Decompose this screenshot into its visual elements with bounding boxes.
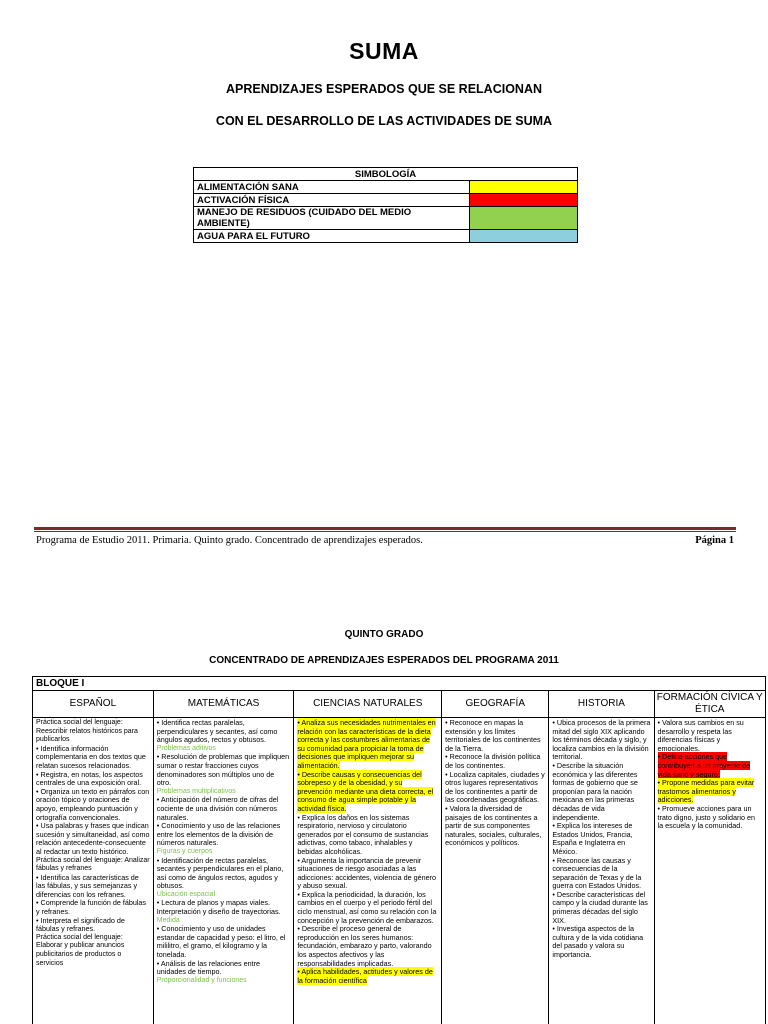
legend-row: [194, 181, 578, 194]
legend-swatch-red: [470, 194, 578, 207]
learning-item: • Ubica procesos de la primera mitad del siglo XIX aplicando los términos década y siglo, y localiza cambios en la división territorial.: [552, 718, 651, 762]
cell-historia: [549, 718, 654, 1024]
page-title: SUMA: [349, 38, 419, 64]
column-header-matematicas: MATEMÁTICAS: [153, 691, 294, 718]
learning-item: • Describe causas y consecuencias del sobrepeso y de la obesidad, y su prevención mediante una dieta correcta, el consumo de agua simple potable y la actividad física.: [297, 769, 434, 813]
legend-table: [193, 167, 578, 243]
learning-item: • Usa palabras y frases que indican sucesión y simultaneidad, así como relación antecedente-consecuente al redactar un texto histórico.: [36, 821, 150, 856]
learning-item: • Identificación de rectas paralelas, secantes y perpendiculares en el plano, así como de ángulos rectos, agudos y obtusos.: [156, 855, 284, 891]
learning-item: • Reconoce las causas y consecuencias de la separación de Texas y de la guerra con Estados Unidos.: [552, 855, 642, 891]
column-header-espanol: ESPAÑOL: [33, 691, 154, 718]
learning-item: • Valora sus cambios en su desarrollo y respeta las diferencias físicas y emocionales.: [657, 718, 744, 753]
legend-swatch-green: [470, 207, 578, 230]
practice-label: Práctica social del lenguaje: Analizar fábulas y refranes: [36, 856, 150, 873]
learning-item: • Lectura de planos y mapas viales. Interpretación y diseño de trayectorias.: [156, 898, 281, 917]
subtopic-label: Ubicación espacial: [156, 890, 216, 898]
learning-item: • Anticipación del número de cifras del cociente de una división con números naturales.: [156, 795, 279, 822]
learning-item: • Describe el proceso general de reproducción en los seres humanos: fecundación, embarazo y parto, valorando los aspectos afectivos y las responsabilidades implicadas.: [297, 924, 432, 968]
column-header-ciencias: CIENCIAS NATURALES: [294, 691, 442, 718]
footer-page-number: Página 1: [695, 535, 734, 546]
cell-civica: [654, 718, 765, 1024]
footer-divider-thin: [34, 531, 736, 532]
aprendizajes-table: [32, 676, 766, 1024]
subtopic-label: Problemas multiplicativos: [156, 787, 236, 795]
learning-item: • Interpreta el significado de fábulas y refranes.: [36, 915, 125, 934]
learning-item: • Conocimiento y uso de unidades estandar de capacidad y peso: el litro, el mililitro, el gramo, el kilogramo y la tonelada.: [156, 924, 286, 960]
subtopic-label: Proporcionalidad y funciones: [156, 976, 247, 984]
legend-label: MANEJO DE RESIDUOS (CUIDADO DEL MEDIO AMBIENTE): [194, 207, 470, 230]
learning-item: • Aplica habilidades, actitudes y valores de la formación científica: [297, 967, 433, 985]
learning-item: • Análisis de las relaciones entre unidades de tiempo.: [156, 958, 260, 977]
learning-item: • Registra, en notas, los aspectos centrales de una exposición oral.: [36, 769, 143, 788]
legend-row: [194, 194, 578, 207]
practice-label: Elaborar y publicar anuncios publicitarios de productos o servicios: [36, 942, 125, 967]
page-subtitle-2: CON EL DESARROLLO DE LAS ACTIVIDADES DE SUMA: [215, 114, 553, 128]
learning-item: • Describe la situación económica y las diferentes formas de gobierno que se proponían para la nación mexicana en las primeras décadas de vida independiente.: [552, 760, 638, 822]
footer-program-text: Programa de Estudio 2011. Primaria. Quinto grado. Concentrado de aprendizajes esperados.: [36, 535, 423, 546]
legend-swatch-blue: [470, 230, 578, 243]
learning-item: • Analiza sus necesidades nutrimentales en relación con las características de la dieta correcta y las costumbres alimentarias de su comunidad para propiciar la toma de decisiones que impliquen mejorar su alimentación.: [297, 718, 436, 770]
learning-item: • Define acciones que contribuyen a un proyecto de vida sano y seguro.: [657, 752, 751, 779]
bloque-label: BLOQUE I: [33, 677, 766, 691]
learning-item: • Explica los intereses de Estados Unidos, Francia, España e Inglaterra en México.: [552, 821, 633, 856]
column-header-civica: FORMACIÓN CÍVICA Y ÉTICA: [654, 691, 765, 718]
learning-item: • Identifica las características de las fábulas, y sus semejanzas y diferencias con los refranes.: [36, 872, 139, 899]
learning-item: • Describe características del campo y la ciudad durante las primeras décadas del siglo XIX.: [552, 889, 648, 925]
practice-label: Práctica social del lenguaje:: [36, 719, 123, 726]
learning-item: • Identifica rectas paralelas, perpendiculares y secantes, así como ángulos agudos, rectos y obtusos.: [156, 718, 278, 745]
cell-matematicas: [153, 718, 294, 1024]
learning-item: • Promueve acciones para un trato digno, justo y solidario en la escuela y la comunidad.: [657, 803, 756, 831]
learning-item: • Comprende la función de fábulas y refranes.: [36, 898, 146, 917]
learning-item: • Explica los daños en los sistemas respiratorio, nervioso y circulatorio generados por el consumo de sustancias adictivas, como tabaco, inhalables y bebidas alcohólicas.: [297, 812, 429, 856]
subtopic-label: Problemas aditivos: [156, 744, 216, 752]
learning-item: • Valora la diversidad de paisajes de los continentes a partir de sus componentes naturales, sociales, culturales, económicos y políticos.: [445, 803, 542, 848]
cell-geografia: [442, 718, 549, 1024]
learning-item: • Argumenta la importancia de prevenir situaciones de riesgo asociadas a las adicciones: accidentes, violencia de género y abuso sexual.: [297, 855, 436, 891]
learning-item: • Conocimiento y uso de las relaciones entre los elementos de la división de números naturales.: [156, 821, 281, 848]
legend-row: [194, 230, 578, 243]
cell-ciencias: [294, 718, 442, 1024]
learning-item: • Reconoce la división política de los continentes.: [445, 752, 541, 770]
cell-espanol: [33, 718, 154, 1024]
practice-label: Reescribir relatos históricos para publicarlos: [36, 727, 138, 744]
subtopic-label: Figuras y cuerpos: [156, 847, 213, 855]
column-header-historia: HISTORIA: [549, 691, 654, 718]
legend-title: SIMBOLOGÍA: [194, 168, 578, 181]
legend-row: [194, 207, 578, 230]
learning-item: • Propone medidas para evitar trastornos alimentarios y adicciones.: [657, 778, 755, 805]
learning-item: • Localiza capitales, ciudades y otros lugares representativos de los continentes a partir de las coordenadas geográficas.: [445, 769, 545, 805]
legend-swatch-yellow: [470, 181, 578, 194]
page-subtitle-1: APRENDIZAJES ESPERADOS QUE SE RELACIONAN: [225, 82, 543, 96]
footer-divider: [34, 527, 736, 530]
learning-item: • Identifica información complementaria en dos textos que relatan sucesos relacionados.: [36, 743, 146, 770]
learning-item: • Organiza un texto en párrafos con oración tópico y oraciones de apoyo, empleando puntuación y ortografía convencionales.: [36, 786, 150, 822]
learning-item: • Explica la periodicidad, la duración, los cambios en el cuerpo y el periodo fértil del ciclo menstrual, así como su relación con la concepción y la prevención de embarazos.: [297, 889, 437, 925]
section-concentrado-heading: CONCENTRADO DE APRENDIZAJES ESPERADOS DEL PROGRAMA 2011: [209, 655, 559, 666]
legend-label: ALIMENTACIÓN SANA: [194, 181, 470, 194]
column-header-geografia: GEOGRAFÍA: [442, 691, 549, 718]
legend-label: ACTIVACIÓN FÍSICA: [194, 194, 470, 207]
legend-label: AGUA PARA EL FUTURO: [194, 230, 470, 243]
practice-label: Práctica social del lenguaje:: [36, 933, 123, 941]
subtopic-label: Medida: [156, 916, 180, 924]
learning-item: • Investiga aspectos de la cultura y de la vida cotidiana del pasado y valora su importancia.: [552, 924, 644, 960]
learning-item: • Reconoce en mapas la extensión y los límites territoriales de los continentes de la Tierra.: [445, 718, 541, 753]
learning-item: • Resolución de problemas que impliquen sumar o restar fracciones cuyos denominadores son múltiplos uno de otro.: [156, 752, 290, 788]
section-grade-heading: QUINTO GRADO: [344, 629, 424, 640]
